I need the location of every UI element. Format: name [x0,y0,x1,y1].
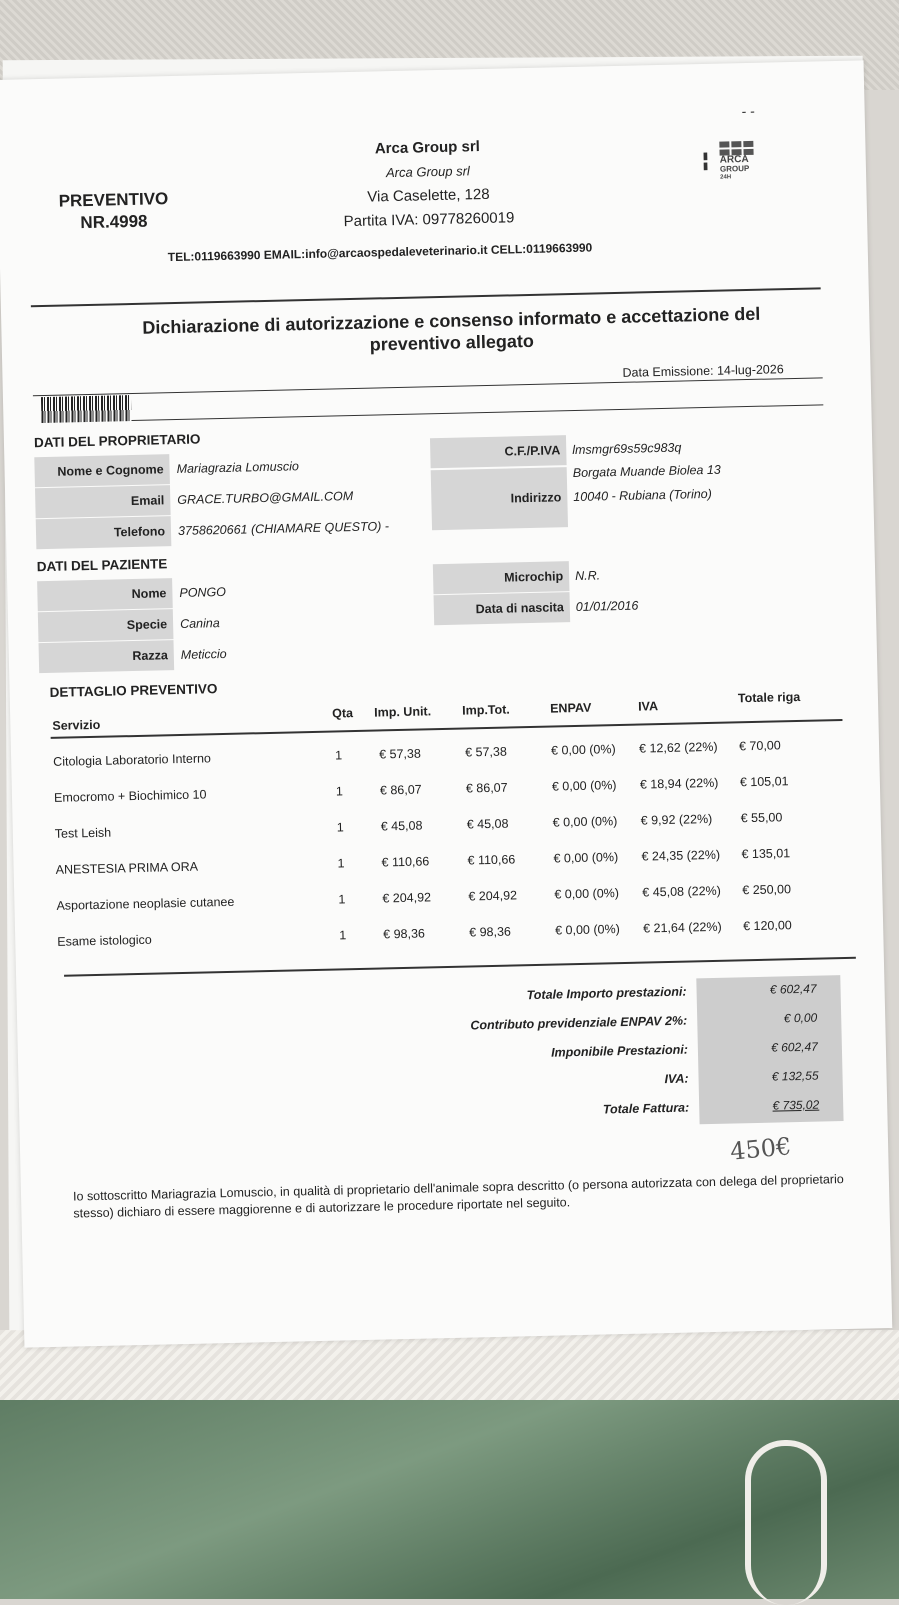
table-header-rule [51,719,843,739]
document-title [38,188,189,235]
row-line-total: € 120,00 [742,918,792,934]
row-line-total: € 105,01 [739,774,789,790]
owner-email-label: Email [35,485,171,518]
row-unit: € 57,38 [378,746,421,762]
company-address: Via Caselette, 128 [367,185,490,206]
row-service: Emocromo + Biochimico 10 [53,787,207,805]
row-line-total: € 135,01 [741,846,791,862]
species-label: Specie [38,609,174,642]
col-enpav: ENPAV [549,700,592,716]
breed-label: Razza [39,640,175,673]
contact-line: TEL:0119663990 EMAIL:info@arcaospedaleveterinario.it CELL:0119663990 [167,240,593,265]
totals-label: Contributo previdenziale ENPAV 2%: [470,1013,688,1033]
row-unit: € 45,08 [380,818,423,834]
handwritten-note: 450€ [729,1132,793,1166]
owner-phone: 3758620661 (CHIAMARE QUESTO) - [177,519,390,538]
declaration-title-line2: preventivo allegato [369,330,535,355]
owner-name: Mariagrazia Lomuscio [176,459,300,477]
totals-label: Totale Importo prestazioni: [526,984,687,1003]
row-iva: € 18,94 (22%) [639,775,719,792]
breed: Meticcio [180,646,227,662]
row-qty: 1 [334,748,343,763]
row-iva: € 12,62 (22%) [638,739,718,756]
birth-label: Data di nascita [434,592,571,625]
declaration-title [61,301,842,363]
quote-sheet [0,60,892,1347]
row-enpav: € 0,00 (0%) [553,850,619,866]
owner-address [573,458,722,509]
col-qty: Qta [332,706,354,721]
company-vat: Partita IVA: 09778260019 [343,209,515,231]
species: Canina [179,616,220,631]
row-line-total: € 55,00 [740,810,783,826]
owner-name-label: Nome e Cognome [34,454,170,487]
details-section-title: DETTAGLIO PREVENTIVO [49,681,218,700]
divider [131,404,823,421]
row-qty: 1 [337,856,345,871]
totals-value: € 0,00 [783,1010,818,1026]
doc-number: NR.4998 [80,211,148,233]
totals-label: Imponibile Prestazioni: [550,1042,689,1060]
row-total: € 98,36 [469,924,512,940]
row-unit: € 98,36 [383,926,426,942]
row-enpav: € 0,00 (0%) [551,778,617,794]
microchip-label: Microchip [433,561,570,594]
company-name: Arca Group srl [374,138,481,158]
arca-logo [719,141,766,183]
cf-value: lmsmgr69s59c983q [572,440,682,458]
grand-total-value: € 735,02 [772,1097,820,1113]
row-qty: 1 [338,892,346,907]
cf-label: C.F./P.IVA [430,435,567,468]
address-label: Indirizzo [431,467,568,530]
logo-sub: GROUP [719,163,750,174]
col-unit: Imp. Unit. [374,704,432,720]
row-unit: € 110,66 [381,854,430,870]
row-total: € 86,07 [465,780,508,796]
totals-value: € 602,47 [769,981,817,997]
company-name-sub: Arca Group srl [385,163,470,181]
patient-section-title: DATI DEL PAZIENTE [36,556,168,575]
row-unit: € 86,07 [379,782,422,798]
owner-phone-label: Telefono [36,516,172,549]
row-qty: 1 [335,784,344,799]
row-iva: € 45,08 (22%) [642,883,721,900]
col-row-total: Totale riga [737,689,801,706]
row-iva: € 21,64 (22%) [642,919,722,936]
logo-marks: ▮ ▮ [702,150,709,172]
owner-email: GRACE.TURBO@GMAIL.COM [177,489,354,507]
barcode [41,395,132,423]
totals-label: IVA: [664,1071,689,1087]
doc-type: PREVENTIVO [58,189,169,211]
row-enpav: € 0,00 (0%) [550,742,616,758]
declaration-title-line1: Dichiarazione di autorizzazione e consenso informato e accettazione del [142,303,761,338]
row-service: Esame istologico [57,932,152,949]
address-line2: 10040 - Rubiana (Torino) [573,486,712,505]
divider [33,377,823,396]
row-enpav: € 0,00 (0%) [552,814,618,830]
logo-text: ARCA [719,153,749,166]
row-qty: 1 [336,820,344,835]
row-total: € 45,08 [466,816,509,832]
row-service: ANESTESIA PRIMA ORA [55,859,199,877]
row-iva: € 9,92 (22%) [640,811,713,828]
patient-name-label: Nome [37,578,173,611]
row-iva: € 24,35 (22%) [641,847,721,864]
row-enpav: € 0,00 (0%) [555,922,620,938]
col-iva: IVA [637,699,659,714]
corner-mark: - - [741,102,756,120]
totals-value: € 602,47 [771,1039,819,1055]
consent-statement: Io sottoscritto Mariagrazia Lomuscio, in qualità di proprietario dell'animale sopra descritto (o persona autorizzata con delega del proprietario stesso) dichiaro di essere maggiorenne e di autorizzare le procedure riportate nel seguito. [72,1172,844,1221]
address-line1: Borgata Muande Biolea 13 [572,462,721,481]
cord [745,1440,827,1605]
row-unit: € 204,92 [382,890,432,906]
row-total: € 57,38 [464,744,507,760]
row-service: Test Leish [54,825,112,841]
details-table-body [11,736,884,976]
row-total: € 204,92 [468,888,518,904]
row-line-total: € 70,00 [738,738,781,754]
owner-section-title: DATI DEL PROPRIETARIO [33,431,201,451]
row-total: € 110,66 [467,852,516,868]
col-service: Servizio [52,717,101,733]
totals-label: Totale Fattura: [602,1100,690,1117]
microchip: N.R. [574,568,601,583]
row-line-total: € 250,00 [742,882,792,898]
totals-block [387,981,850,1136]
birth-date: 01/01/2016 [575,598,639,614]
row-service: Asportazione neoplasie cutanee [56,894,235,913]
logo-sub2: 24H [720,174,732,181]
totals-value: € 132,55 [771,1068,819,1084]
row-qty: 1 [339,928,347,943]
row-enpav: € 0,00 (0%) [554,886,620,902]
row-service: Citologia Laboratorio Interno [53,751,212,769]
emission-date: Data Emissione: 14-lug-2026 [622,362,784,380]
patient-name: PONGO [179,584,227,600]
col-total: Imp.Tot. [461,702,510,718]
company-block [297,133,559,235]
